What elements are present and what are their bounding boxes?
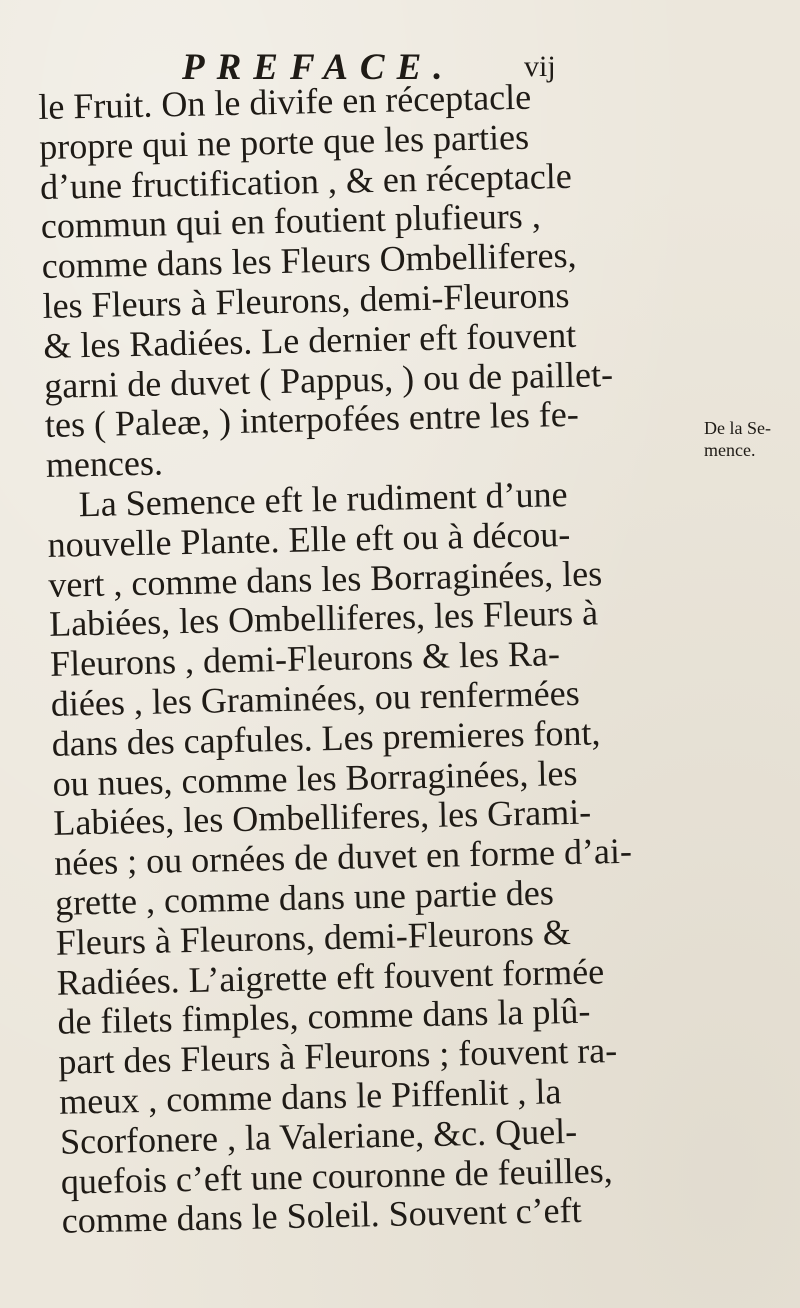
text-line: comme dans les Fleurs Ombelliferes,: [41, 234, 577, 287]
text-line: mences.: [45, 442, 164, 486]
text-line: Labiées, les Ombelliferes, les Grami-: [52, 791, 592, 844]
text-line: comme dans le Soleil. Souvent c’eft: [61, 1190, 582, 1242]
text-line: Fleurs à Fleurons, demi-Fleurons &: [55, 911, 572, 963]
text-line: grette , comme dans une partie des: [54, 872, 555, 923]
margin-note-line: mence.: [704, 440, 756, 460]
body-text: [38, 76, 632, 1242]
text-line: diées , les Graminées, ou renfermées: [50, 672, 580, 724]
text-line: ou nues, comme les Borraginées, les: [52, 752, 578, 804]
text-line: vert , comme dans les Borraginées, les: [47, 552, 603, 605]
text-line: & les Radiées. Le dernier eft fouvent: [42, 314, 577, 366]
text-line: de filets fimples, comme dans la plû-: [57, 990, 591, 1043]
margin-note-line: De la Se-: [704, 418, 771, 438]
text-line: les Fleurs à Fleurons, demi-Fleurons: [42, 274, 570, 326]
text-line: nouvelle Plante. Elle eft ou à décou-: [47, 513, 571, 565]
text-line: d’une fructification , & en réceptacle: [39, 155, 573, 207]
text-line: part des Fleurs à Fleurons ; fouvent ra-: [57, 1030, 618, 1082]
text-line: Scorfonere , la Valeriane, &c. Quel-: [59, 1110, 578, 1162]
text-line: Labiées, les Ombelliferes, les Fleurs à: [48, 592, 599, 645]
text-line: propre qui ne porte que les parties: [38, 116, 530, 167]
text-line: le Fruit. On le divife en réceptacle: [37, 76, 532, 127]
text-line: nées ; ou ornées de duvet en forme d’ai-: [53, 830, 633, 883]
margin-note: [704, 417, 796, 461]
text-line: tes ( Paleæ, ) interpofées entre les fe-: [44, 394, 580, 446]
text-line: Fleurons , demi-Fleurons & les Ra-: [49, 633, 561, 685]
text-line: commun qui en foutient plufieurs ,: [40, 195, 542, 247]
paragraph-start-line: La Semence eft le rudiment d’une: [78, 473, 568, 525]
text-line: garni de duvet ( Pappus, ) ou de paillet-: [43, 353, 614, 406]
text-line: meux , comme dans le Piffenlit , la: [58, 1071, 562, 1122]
text-line: Radiées. L’aigrette eft fouvent formée: [56, 950, 605, 1003]
header-title: PREFACE.: [182, 47, 455, 88]
page-number: vij: [524, 50, 556, 83]
text-line: dans des capfules. Les premieres font,: [51, 712, 601, 764]
text-line: quefois c’eft une couronne de feuilles,: [60, 1149, 613, 1202]
